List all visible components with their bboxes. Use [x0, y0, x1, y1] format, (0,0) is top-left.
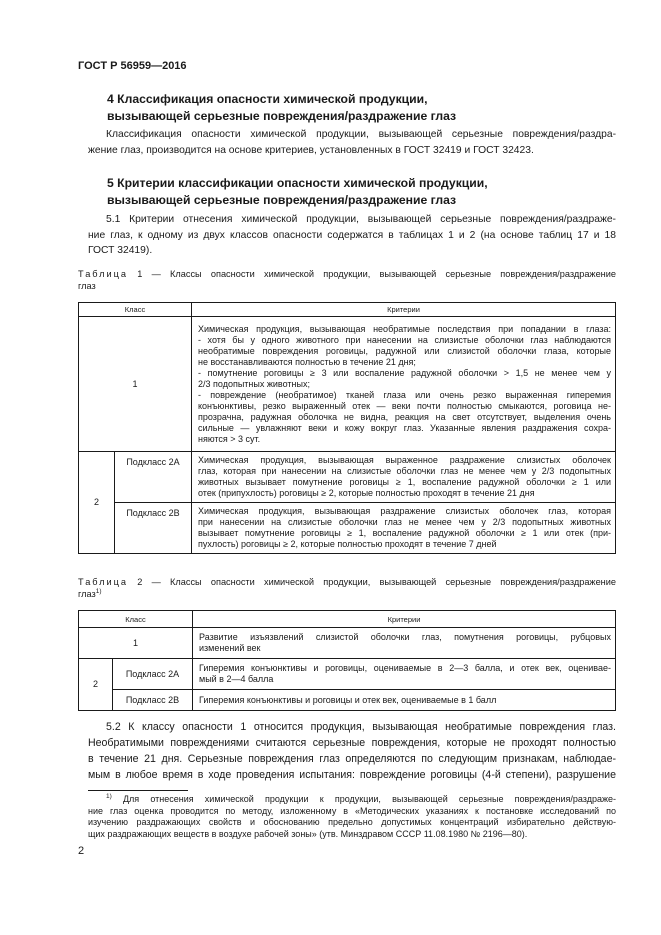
table-1 — [78, 302, 616, 554]
table-row — [79, 452, 616, 503]
table-2-criteria-1 — [193, 628, 616, 659]
criteria-line: - повреждение (необратимое) тканей глаза или очень резко выраженная гиперемия — [198, 389, 611, 400]
table-2-caption-label: Таблица — [78, 577, 129, 587]
table-1-header-class: Класс — [79, 303, 192, 317]
table-2-criteria-2b: Гиперемия конъюнктивы и роговицы и отек век, оцениваемые в 1 балл — [193, 690, 616, 711]
paragraph-5-2-line: Необратимыми повреждениями считаются серьезные повреждения, которые не проходят полностью — [88, 737, 616, 749]
criteria-line: Химическая продукция, вызывающая раздражение слизистых оболочек глаз, которая — [198, 506, 611, 516]
section-5-title-line1: 5 Критерии классификации опасности химической продукции, — [107, 176, 488, 190]
criteria-line: 2/3 подопытных животных; — [198, 378, 310, 389]
section-4-title-line2: вызывающей серьезные повреждения/раздражение глаз — [107, 109, 457, 123]
criteria-line: вызывает помутнение роговицы ≥ 1, воспаление радужной оболочки ≥ 1 или отек (при- — [198, 528, 611, 538]
table-1-class-1: 1 — [79, 317, 192, 452]
criteria-line: Развитие изъязвлений слизистой оболочки глаз, помутнения роговицы, рубцовых — [199, 632, 611, 642]
section-5-paragraph-line3: ГОСТ 32419). — [88, 245, 153, 256]
table-1-header-criteria: Критерии — [192, 303, 616, 317]
table-1-subclass-2a: Подкласс 2А — [115, 452, 192, 503]
table-2-header-criteria: Критерии — [193, 611, 616, 628]
table-2-criteria-2a — [193, 659, 616, 690]
criteria-line: - хотя бы у одного животного при нанесении на слизистые оболочки глаз наблюдаются — [198, 334, 611, 345]
footnote — [88, 794, 616, 840]
table-1-caption-line2: глаз — [78, 281, 96, 291]
criteria-line: конъюнктивы, резко выраженный отек — веки почти полностью смыкаются, роговица не- — [198, 400, 611, 411]
table-1-criteria-1 — [192, 317, 616, 452]
table-row — [79, 503, 616, 554]
paragraph-5-2-line: в течение 21 дня. Серьезные повреждения глаз определяются по следующим признакам, наблюдае- — [88, 753, 616, 765]
footnote-ref: 1) — [95, 587, 102, 595]
criteria-line: при нанесении на слизистые оболочки глаз не менее чем у 2/3 подопытных животных — [198, 517, 611, 527]
section-4-paragraph — [88, 127, 616, 158]
criteria-line: отек (припухлость) роговицы ≥ 2, которые полностью проходят в течение 21 дня — [198, 488, 535, 498]
table-2 — [78, 610, 616, 711]
document-code: ГОСТ Р 56959—2016 — [78, 60, 187, 72]
section-5-paragraph-line1: 5.1 Критерии отнесения химической продукции, вызывающей серьезные повреждения/раздраже- — [106, 214, 616, 225]
criteria-line: изменений век — [199, 643, 261, 653]
section-5-paragraph-line2: ние глаз, к одному из двух классов опасности содержатся в таблицах 1 и 2 (на основе таблиц 17 и 18 — [88, 229, 616, 241]
table-1-class-2: 2 — [79, 452, 115, 554]
footnote-line4: щих раздражающих веществ в воздухе рабочей зоны» (утв. Минздравом СССР 11.08.1980 № 2196—80). — [88, 828, 528, 839]
criteria-line: Химическая продукция, вызывающая выраженное раздражение слизистых оболочек — [198, 455, 611, 465]
paragraph-5-2-line: мым в любое время в ходе проведения испытания: повреждение роговицы (4-й степени), разрушение — [88, 769, 616, 781]
section-5-title-line2: вызывающей серьезные повреждения/раздражение глаз — [107, 193, 457, 207]
footnote-line2: ние глаз оценка проводится по методу, изложенному в «Методических указаниях к постановке исследований по — [88, 805, 616, 816]
footnote-line3: изучению раздражающих свойств и обоснованию предельно допустимых концентраций избирательно действую- — [88, 817, 616, 827]
table-1-criteria-2b — [192, 503, 616, 554]
table-2-class-1: 1 — [79, 628, 193, 659]
paragraph-5-2-line: 5.2 К классу опасности 1 относится продукция, вызывающая необратимые повреждения глаз. — [106, 721, 616, 733]
section-4-paragraph-line2: жение глаз, производится на основе критериев, установленных в ГОСТ 32419 и ГОСТ 32423. — [88, 144, 534, 156]
criteria-line: - помутнение роговицы ≥ 3 или воспаление радужной оболочки > 1,5 не менее чем у — [198, 367, 611, 378]
section-4-paragraph-line1: Классификация опасности химической продукции, вызывающей серьезные повреждения/раздра- — [106, 129, 616, 140]
criteria-line: Гиперемия конъюнктивы и роговицы, оцениваемые в 2—3 балла, и отек век, оценивае- — [199, 663, 611, 673]
table-2-caption — [78, 576, 616, 600]
section-5-title — [107, 175, 577, 209]
footnote-marker: 1) — [106, 793, 112, 800]
table-row — [79, 690, 616, 711]
criteria-line: животных вызывает помутнение роговицы ≥ 1, воспаление радужной оболочки ≥ 1 или — [198, 477, 611, 487]
criteria-line: пухлость) роговицы ≥ 2, которые полностью проходят в течение 7 дней — [198, 539, 497, 549]
table-1-caption — [78, 268, 616, 292]
table-2-caption-text: 2 — Классы опасности химической продукции, вызывающей серьезные повреждения/раздражение — [128, 577, 616, 587]
page-number: 2 — [78, 845, 85, 857]
table-row — [79, 628, 616, 659]
criteria-line: мый в 2—4 балла — [199, 674, 274, 684]
table-1-subclass-2b: Подкласс 2В — [115, 503, 192, 554]
footnote-line1: Для отнесения химической продукции к продукции, вызывающей серьезные повреждения/раздраже- — [111, 794, 616, 804]
table-2-class-2: 2 — [79, 659, 113, 711]
table-1-criteria-2a — [192, 452, 616, 503]
table-2-header-row — [79, 611, 616, 628]
table-1-header-row — [79, 303, 616, 317]
section-5-paragraph — [88, 212, 616, 259]
table-2-caption-line2: глаз — [78, 589, 96, 599]
table-2-subclass-2a: Подкласс 2А — [113, 659, 193, 690]
table-1-caption-label: Таблица — [78, 269, 129, 279]
criteria-line: прозрачна, радужная оболочка не видна, реакция на свет отсутствует, выделения очень — [198, 411, 611, 422]
footnote-divider — [88, 790, 188, 791]
table-2-subclass-2b: Подкласс 2В — [113, 690, 193, 711]
section-4-title-line1: 4 Классификация опасности химической продукции, — [107, 92, 428, 106]
criteria-line: Химическая продукция, вызывающая необратимые последствия при попадании в глаза: — [198, 323, 611, 334]
criteria-line: сильные — увлажняют веки и кожу вокруг глаз. Указанные явления раздражения сохра- — [198, 422, 611, 433]
criteria-line: няются > 3 сут. — [198, 433, 261, 444]
table-1-caption-text: 1 — Классы опасности химической продукции, вызывающей серьезные повреждения/раздражение — [128, 269, 616, 279]
criteria-line: не восстанавливаются полностью в течение 21 дня; — [198, 356, 416, 367]
criteria-line: глаз, которая при нанесении на слизистые оболочки глаз не менее чем у 2/3 подопытных — [198, 466, 611, 476]
table-row — [79, 659, 616, 690]
table-row — [79, 317, 616, 452]
criteria-line: необратимые повреждения роговицы, радужной или слизистой оболочки глаза, которые — [198, 345, 611, 356]
paragraph-5-2 — [88, 719, 616, 783]
section-4-title — [107, 91, 577, 125]
table-2-header-class: Класс — [79, 611, 193, 628]
